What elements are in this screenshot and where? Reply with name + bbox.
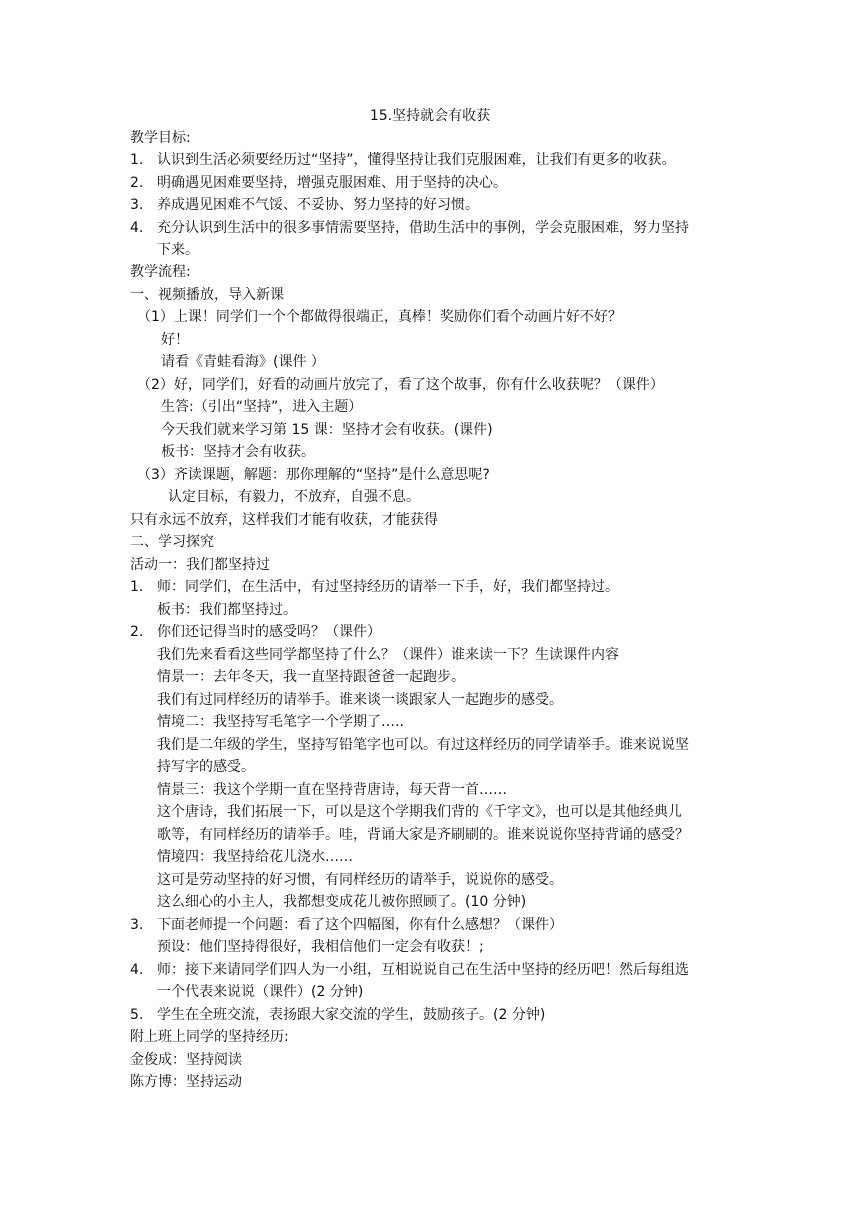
- item-2-line-4: 我们有过同样经历的请举手。谁来谈一谈跟家人一起跑步的感受。: [157, 692, 563, 708]
- item-2-line-9: 这个唐诗，我们拓展一下，可以是这个学期我们背的《千字文》，也可以是其他经典儿: [157, 804, 682, 820]
- item-2-line-3: 情景一：去年冬天，我一直坚持跟爸爸一起跑步。: [157, 669, 465, 685]
- section-1-conclusion: 只有永远不放弃，这样我们才能有收获，才能获得: [130, 512, 438, 528]
- section-2-heading: 二、学习探究: [130, 534, 214, 550]
- process-heading: 教学流程:: [130, 264, 191, 280]
- goal-1-number: 1.: [130, 152, 144, 168]
- item-2-line-8: 情景三：我这个学期一直在坚持背唐诗，每天背一首……: [157, 782, 507, 798]
- item-2-line-10: 歌等，有同样经历的请举手。哇，背诵大家是齐刷刷的。谁来说说你坚持背诵的感受？: [157, 827, 689, 843]
- item-4-number: 4.: [130, 962, 144, 978]
- goal-3-number: 3.: [130, 197, 144, 213]
- section-1-heading: 一、视频播放，导入新课: [130, 287, 284, 303]
- goal-4-text: 充分认识到生活中的很多事情需要坚持，借助生活中的事例，学会克服困难，努力坚持: [157, 220, 689, 236]
- activity-1-heading: 活动一：我们都坚持过: [130, 557, 270, 573]
- item-1-board: 板书：我们都坚持过。: [157, 602, 297, 618]
- item-3-number: 3.: [130, 917, 144, 933]
- page-title: 15.坚持就会有收获: [369, 108, 491, 124]
- step-2-board: 板书：坚持才会有收获。: [161, 444, 315, 460]
- appendix-entry-1: 金俊成：坚持阅读: [130, 1052, 242, 1068]
- goal-3-text: 养成遇见困难不气馁、不妥协、努力坚持的好习惯。: [157, 197, 479, 213]
- appendix-heading: 附上班上同学的坚持经历:: [130, 1029, 289, 1045]
- step-1-text: （1）上课！同学们一个个都做得很端正，真棒！奖励你们看个动画片好不好？: [137, 309, 622, 325]
- item-5-number: 5.: [130, 1007, 144, 1023]
- step-2-text: （2）好，同学们，好看的动画片放完了，看了这个故事，你有什么收获呢？（课件）: [137, 377, 664, 393]
- item-2-line-13: 这么细心的小主人，我都想变成花儿被你照顾了。(10 分钟): [157, 894, 527, 910]
- item-2-line-2: 我们先来看看这些同学都坚持了什么？（课件）谁来读一下？生读课件内容: [157, 647, 619, 663]
- item-5-text: 学生在全班交流，表扬跟大家交流的学生，鼓励孩子。(2 分钟): [157, 1007, 546, 1023]
- step-3-answer: 认定目标，有毅力，不放弃，自强不息。: [168, 489, 420, 505]
- item-4-line-2: 一个代表来说说（课件）(2 分钟): [157, 984, 364, 1000]
- goals-heading: 教学目标:: [130, 130, 191, 146]
- item-2-line-12: 这可是劳动坚持的好习惯，有同样经历的请举手，说说你的感受。: [157, 872, 563, 888]
- appendix-entry-2: 陈方博：坚持运动: [130, 1074, 242, 1090]
- item-2-line-11: 情境四：我坚持给花儿浇水……: [157, 849, 353, 865]
- step-2-answer: 生答:（引出“坚持”，进入主题）: [161, 399, 363, 415]
- step-1-reply: 好！: [161, 332, 189, 348]
- step-2-lesson: 今天我们就来学习第 15 课：坚持才会有收获。(课件): [161, 422, 493, 438]
- goal-2-number: 2.: [130, 175, 144, 191]
- item-1-text: 师：同学们，在生活中，有过坚持经历的请举一下手，好，我们都坚持过。: [157, 579, 619, 595]
- item-3-text: 下面老师提一个问题：看了这个四幅图，你有什么感想？（课件）: [157, 917, 563, 933]
- item-4-text: 师：接下来请同学们四人为一小组，互相说说自己在生活中坚持的经历吧！然后每组选: [157, 962, 689, 978]
- goal-2-text: 明确遇见困难要坚持，增强克服困难、用于坚持的决心。: [157, 175, 507, 191]
- item-1-number: 1.: [130, 579, 144, 595]
- goal-4-text-cont: 下来。: [157, 242, 199, 258]
- item-3-line-2: 预设：他们坚持得很好，我相信他们一定会有收获！;: [157, 939, 484, 955]
- item-2-line-7: 持写字的感受。: [157, 759, 255, 775]
- item-2-line-5: 情境二：我坚持写毛笔字一个学期了…..: [157, 714, 404, 730]
- step-1-video: 请看《青蛙看海》(课件 ）: [161, 354, 325, 370]
- goal-4-number: 4.: [130, 220, 144, 236]
- step-3-text: （3）齐读课题，解题：那你理解的“坚持”是什么意思呢?: [137, 467, 490, 483]
- item-2-number: 2.: [130, 624, 144, 640]
- goal-1-text: 认识到生活必须要经历过“坚持”，懂得坚持让我们克服困难，让我们有更多的收获。: [157, 152, 676, 168]
- item-2-text: 你们还记得当时的感受吗？（课件）: [157, 624, 381, 640]
- item-2-line-6: 我们是二年级的学生，坚持写铅笔字也可以。有过这样经历的同学请举手。谁来说说坚: [157, 737, 689, 753]
